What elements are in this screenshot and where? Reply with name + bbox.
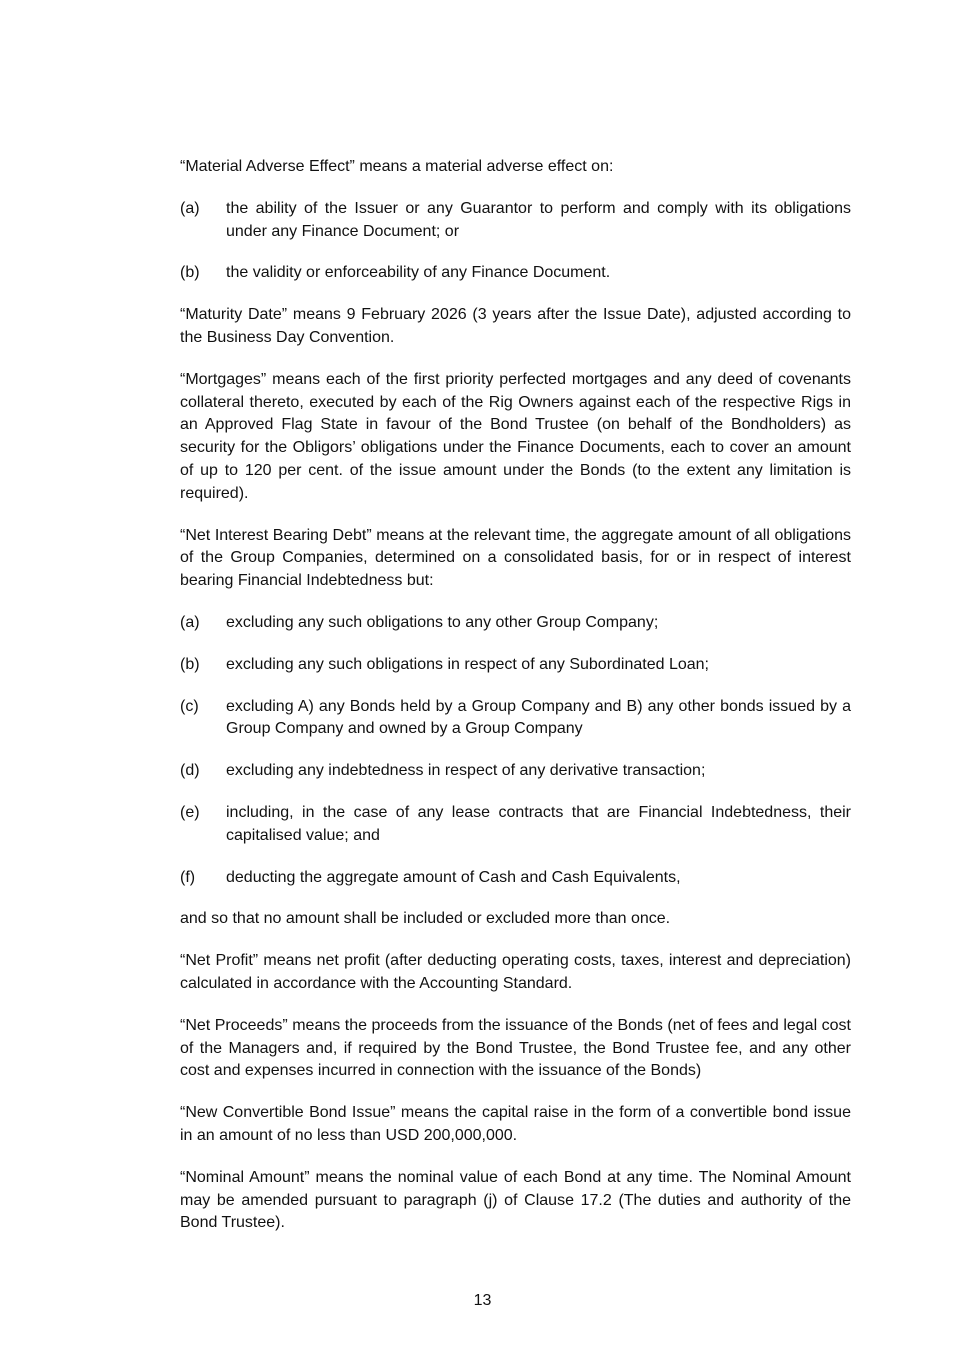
- definition-text: means the capital raise in the form of a convertible bond issue in an amount of no less than USD 200,000,000.: [180, 1104, 851, 1144]
- definition-mortgages: [180, 369, 851, 506]
- definition-text: means 9 February 2026 (3 years after the Issue Date), adjusted according to the Business Day Convention.: [180, 306, 852, 346]
- definition-maturity-date: [180, 304, 851, 350]
- list-text: excluding any indebtedness in respect of any derivative transaction;: [226, 762, 706, 780]
- list-item: [180, 802, 851, 848]
- document-page: [180, 156, 851, 1254]
- list-label: (f): [180, 868, 196, 886]
- list-item: [180, 867, 851, 890]
- list-label: (d): [180, 762, 200, 780]
- defined-term: “Net Proceeds”: [180, 1016, 288, 1034]
- defined-term: “Net Interest Bearing Debt”: [180, 526, 372, 544]
- defined-term: “New Convertible Bond Issue”: [180, 1104, 396, 1122]
- list-item: [180, 612, 851, 635]
- list-item: [180, 198, 851, 244]
- list-label: (a): [180, 613, 200, 631]
- defined-term: “Mortgages”: [180, 370, 267, 388]
- list-text: excluding A) any Bonds held by a Group Company and B) any other bonds issued by a Group Company and owned by a Group Company: [226, 697, 851, 738]
- definition-net-profit: [180, 950, 851, 996]
- list-label: (c): [180, 697, 199, 715]
- list-text: the ability of the Issuer or any Guarantor to perform and comply with its obligations under any Finance Document; or: [226, 199, 851, 240]
- definition-net-interest-bearing-debt: [180, 525, 851, 593]
- list-label: (e): [180, 803, 200, 821]
- definition-new-convertible-bond-issue: [180, 1102, 851, 1148]
- list-item: [180, 760, 851, 783]
- definition-text: means net profit (after deducting operating costs, taxes, interest and depreciation) calculated in accordance with the Accounting Standard.: [180, 952, 852, 992]
- defined-term: “Material Adverse Effect”: [180, 158, 355, 175]
- defined-term: “Net Profit”: [180, 952, 259, 970]
- list-text: deducting the aggregate amount of Cash and Cash Equivalents,: [226, 868, 681, 886]
- list-text: the validity or enforceability of any Finance Document.: [226, 264, 611, 282]
- definition-text: means each of the first priority perfected mortgages and any deed of covenants collateral thereto, executed by each of the Rig Owners against each of the respective Rigs in an Approved Flag State in favour of the Bond Trustee (on behalf of the Bondholders) as security for the Obligors’ obligations under the Finance Documents, each to cover an amount of up to 120 per cent. of the issue amount under the Bonds (to the extent any limitation is required).: [180, 370, 851, 502]
- closing-sentence: and so that no amount shall be included or excluded more than once.: [180, 910, 671, 928]
- list-item: [180, 654, 851, 677]
- list-text: including, in the case of any lease contracts that are Financial Indebtedness, their capitalised value; and: [226, 803, 851, 844]
- definition-text: means the nominal value of each Bond at any time. The Nominal Amount may be amended pursuant to paragraph (j) of Clause 17.2 (The duties and authority of the Bond Trustee).: [180, 1168, 852, 1232]
- list-item: [180, 262, 851, 285]
- definition-text: means the proceeds from the issuance of the Bonds (net of fees and legal cost of the Managers and, if required by the Bond Trustee, the Bond Trustee fee, and any other cost and expenses incurred in connection with the issuance of the Bonds): [180, 1016, 852, 1080]
- definition-nominal-amount: [180, 1167, 851, 1235]
- definition-material-adverse-effect: [180, 156, 851, 179]
- list-label: (b): [180, 264, 200, 282]
- list-text: excluding any such obligations to any other Group Company;: [226, 613, 659, 631]
- defined-term: “Nominal Amount”: [180, 1168, 310, 1186]
- definition-net-proceeds: [180, 1015, 851, 1083]
- defined-term: “Maturity Date”: [180, 306, 288, 324]
- list-label: (a): [180, 199, 200, 217]
- definition-text: means at the relevant time, the aggregate amount of all obligations of the Group Companies, determined on a consolidated basis, for or in respect of interest bearing Financial Indebtedness but:: [180, 526, 852, 590]
- list-text: excluding any such obligations in respect of any Subordinated Loan;: [226, 655, 709, 673]
- page-number: 13: [473, 1292, 492, 1309]
- list-label: (b): [180, 655, 200, 673]
- list-item: [180, 696, 851, 742]
- definition-text: means a material adverse effect on:: [359, 158, 614, 175]
